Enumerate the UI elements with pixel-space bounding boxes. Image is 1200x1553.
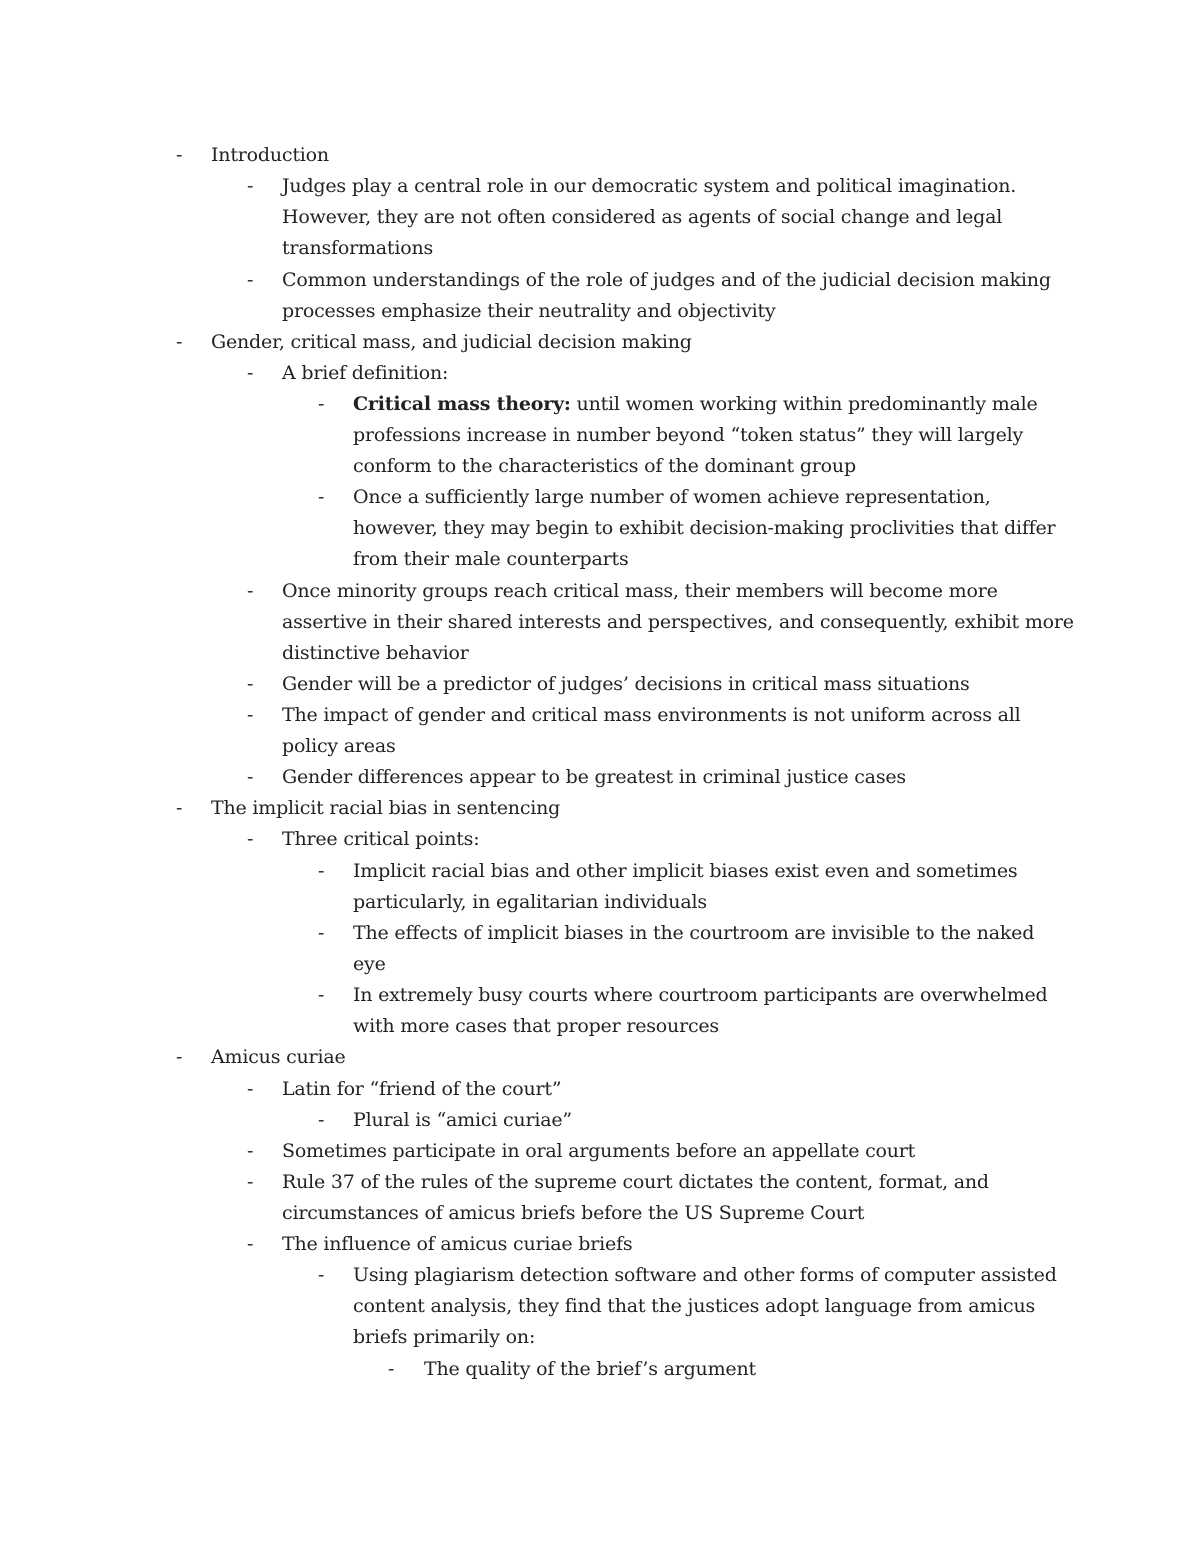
outline-item-text: Latin for “friend of the court” <box>282 1078 562 1100</box>
bullet-dash: - <box>247 1140 254 1162</box>
outline-item-text: briefs primarily on: <box>353 1326 536 1348</box>
outline-item-text: processes emphasize their neutrality and objectivity <box>282 300 776 322</box>
outline-item-text: Sometimes participate in oral arguments before an appellate court <box>282 1140 916 1162</box>
bullet-dash: - <box>176 144 183 166</box>
bullet-dash: - <box>318 984 325 1006</box>
outline-item-text: Three critical points: <box>282 828 480 850</box>
bullet-dash: - <box>318 486 325 508</box>
outline-heading-introduction: Introduction <box>211 144 329 166</box>
outline-item-text: with more cases that proper resources <box>353 1015 719 1037</box>
critical-mass-theory-line <box>353 389 1038 420</box>
bullet-dash: - <box>388 1358 395 1380</box>
outline-item-text: assertive in their shared interests and perspectives, and consequently, exhibit more <box>282 611 1074 633</box>
outline-item-text: conform to the characteristics of the dominant group <box>353 455 856 477</box>
outline-item-text: Implicit racial bias and other implicit biases exist even and sometimes <box>353 860 1018 882</box>
outline-item-text: Using plagiarism detection software and other forms of computer assisted <box>353 1264 1057 1286</box>
bullet-dash: - <box>176 797 183 819</box>
bullet-dash: - <box>318 393 325 415</box>
outline-item-text: Gender differences appear to be greatest in criminal justice cases <box>282 766 906 788</box>
outline-heading-amicus-curiae: Amicus curiae <box>211 1046 346 1068</box>
outline-heading-gender: Gender, critical mass, and judicial decision making <box>211 331 692 353</box>
outline-item-text: Once minority groups reach critical mass, their members will become more <box>282 580 998 602</box>
bullet-dash: - <box>247 828 254 850</box>
outline-item-text: from their male counterparts <box>353 548 629 570</box>
bullet-dash: - <box>247 269 254 291</box>
bullet-dash: - <box>318 1264 325 1286</box>
bullet-dash: - <box>247 673 254 695</box>
outline-item-text: Judges play a central role in our democratic system and political imagination. <box>282 175 1017 197</box>
outline-item-text: distinctive behavior <box>282 642 469 664</box>
outline-item-text: particularly, in egalitarian individuals <box>353 891 707 913</box>
outline-item-text: however, they may begin to exhibit decision-making proclivities that differ <box>353 517 1056 539</box>
bullet-dash: - <box>318 922 325 944</box>
bullet-dash: - <box>247 362 254 384</box>
outline-item-text: The influence of amicus curiae briefs <box>282 1233 633 1255</box>
outline-item-text: Once a sufficiently large number of women achieve representation, <box>353 486 991 508</box>
bullet-dash: - <box>247 1078 254 1100</box>
bullet-dash: - <box>318 1109 325 1131</box>
bullet-dash: - <box>247 766 254 788</box>
outline-item-text: until women working within predominantly male <box>570 393 1038 415</box>
bullet-dash: - <box>247 580 254 602</box>
outline-item-text: policy areas <box>282 735 396 757</box>
bullet-dash: - <box>247 704 254 726</box>
outline-item-text: Plural is “amici curiae” <box>353 1109 572 1131</box>
outline-item-text: Gender will be a predictor of judges’ decisions in critical mass situations <box>282 673 970 695</box>
outline-item-text: The impact of gender and critical mass environments is not uniform across all <box>282 704 1021 726</box>
outline-item-text: transformations <box>282 237 434 259</box>
outline-item-text: Rule 37 of the rules of the supreme court dictates the content, format, and <box>282 1171 989 1193</box>
bullet-dash: - <box>247 1171 254 1193</box>
outline-item-text: In extremely busy courts where courtroom participants are overwhelmed <box>353 984 1048 1006</box>
outline-item-text: The effects of implicit biases in the courtroom are invisible to the naked <box>353 922 1035 944</box>
outline-item-text: However, they are not often considered as agents of social change and legal <box>282 206 1003 228</box>
bullet-dash: - <box>318 860 325 882</box>
bullet-dash: - <box>176 331 183 353</box>
outline-item-text: circumstances of amicus briefs before the US Supreme Court <box>282 1202 865 1224</box>
outline-heading-implicit-bias: The implicit racial bias in sentencing <box>211 797 561 819</box>
outline-item-text: professions increase in number beyond “token status” they will largely <box>353 424 1024 446</box>
bullet-dash: - <box>247 175 254 197</box>
outline-item-text: Common understandings of the role of judges and of the judicial decision making <box>282 269 1051 291</box>
bullet-dash: - <box>247 1233 254 1255</box>
outline-item-text: eye <box>353 953 386 975</box>
outline-item-text: A brief definition: <box>282 362 449 384</box>
critical-mass-theory-term: Critical mass theory: <box>353 393 571 415</box>
outline-item-text: The quality of the brief’s argument <box>424 1358 756 1380</box>
bullet-dash: - <box>176 1046 183 1068</box>
outline-item-text: content analysis, they find that the justices adopt language from amicus <box>353 1295 1036 1317</box>
